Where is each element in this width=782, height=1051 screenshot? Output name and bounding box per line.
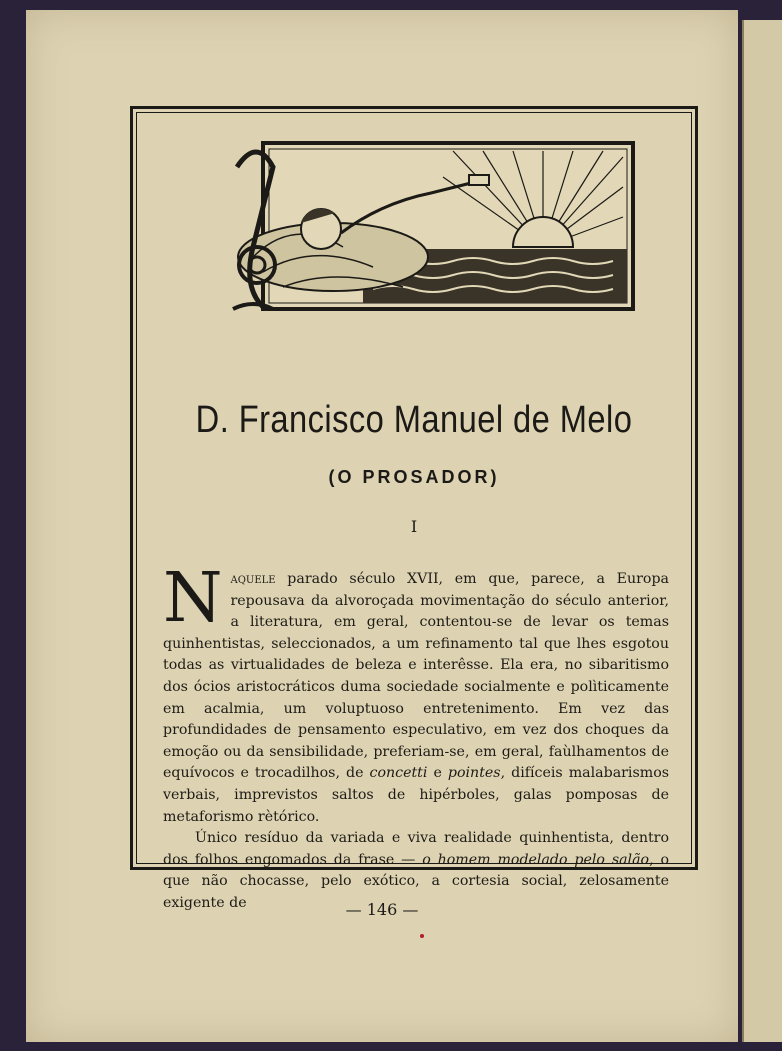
- article-subtitle: (O PROSADOR): [328, 467, 500, 487]
- page-number: — 146 —: [345, 900, 419, 919]
- paragraph-1-text: parado século XVII, em que, parece, a Europa repousava da alvoroçada movimentação do século anterior, a literatura, em geral, contentou-se de levar os temas quinhentistas, seleccionados, a um refinamento tal que lhes esgotou todas as virtualidades de beleza e interêsse. Ela era, no sibaritismo dos ócios aristocráticos duma sociedade socialmente e polìticamente em acalmia, um voluptuoso entretenimento. Em vez das profundidades de pensamento especulativo, em vez dos choques da emoção ou da sensibilidade, preferiam-se, em geral, faùlhamentos de equívocos e trocadilhos, de: [163, 571, 669, 782]
- paragraph-2-start: Único resíduo da variada e viva realidade quinhentista, dentro dos folhos engomados da frase —: [163, 830, 669, 868]
- article-title: D. Francisco Manuel de Melo: [195, 399, 633, 441]
- paragraph-2-end: , o que não chocasse, pelo exótico, a cortesia social, zelosamente exigente de: [163, 851, 670, 911]
- book-page: [26, 10, 738, 1042]
- first-word-small-caps: aquele: [230, 571, 276, 587]
- article-body: [163, 559, 670, 915]
- section-number: I: [410, 517, 418, 536]
- headpiece-illustration-icon: [223, 137, 643, 317]
- adjacent-page-edge: [742, 20, 782, 1042]
- pointes-term: pointes: [447, 765, 501, 782]
- paragraph-1: [163, 559, 670, 828]
- paragraph-2-italic: o homem modelado pelo salão: [415, 851, 650, 868]
- paragraph-1-end: , difíceis malabarismos verbais, imprevistos saltos de hipérboles, galas pomposas de metaforismo rètórico.: [163, 765, 670, 825]
- concetti-term: concetti: [369, 765, 428, 782]
- red-mark: [420, 934, 424, 938]
- conjunction: e: [427, 765, 448, 782]
- drop-cap: N: [163, 559, 223, 638]
